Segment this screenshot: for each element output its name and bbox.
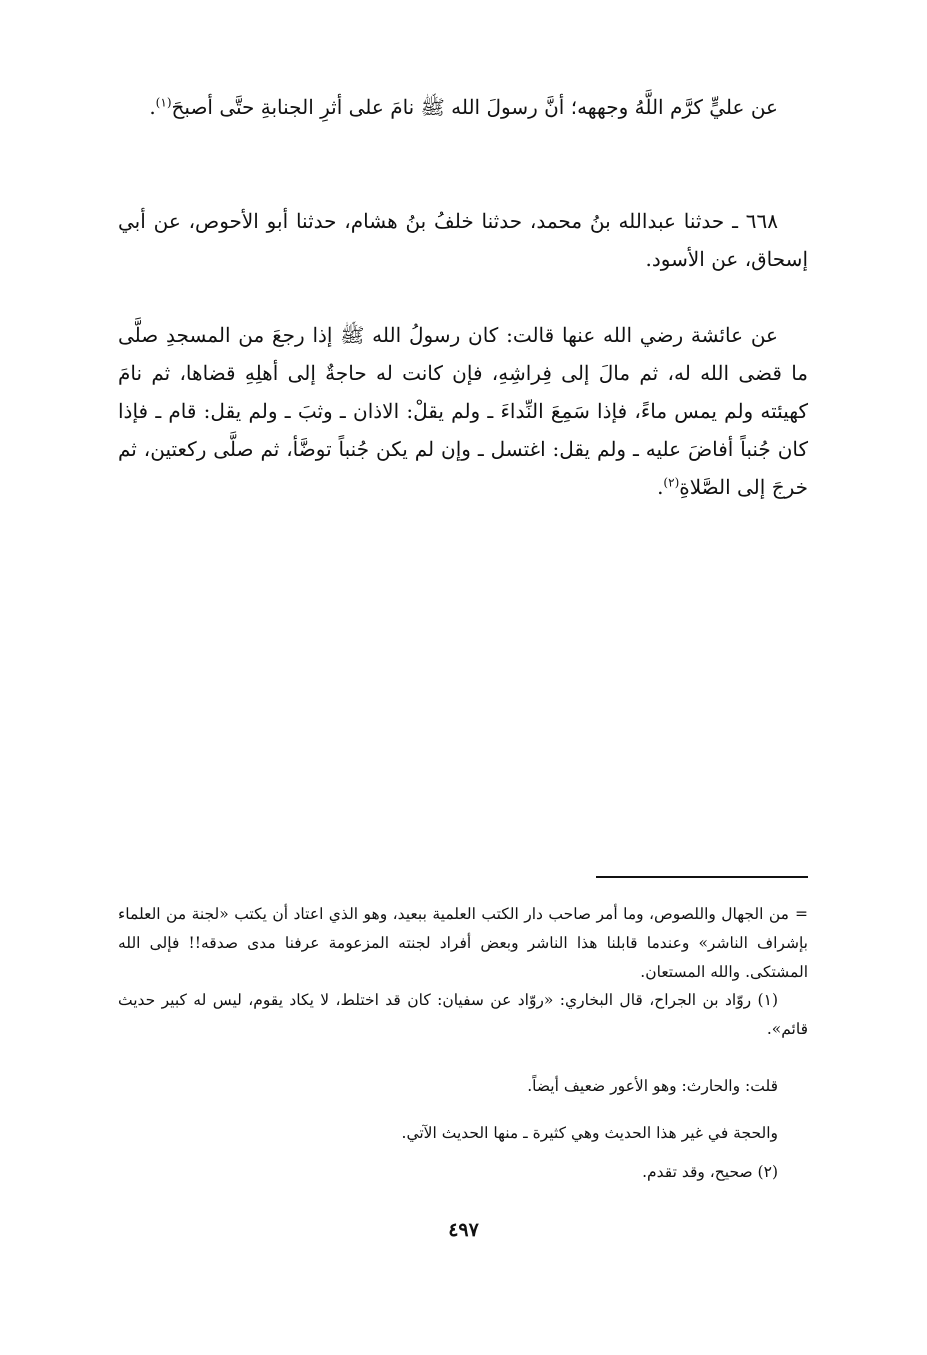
- footnote-2: (٢) صحيح، وقد تقدم.: [642, 1163, 778, 1181]
- paragraph-text: عن عليٍّ كرَّم اللَّهُ وجههه؛ أنَّ رسولَ الله ﷺ نامَ على أثرِ الجنابةِ حتَّى أصبحَ: [171, 95, 778, 119]
- page-number: ٤٩٧: [448, 1219, 479, 1241]
- footnote-continuation: [118, 900, 808, 987]
- footnote-ref-2: (٢): [663, 475, 680, 490]
- continuation-text: من الجهال واللصوص، وما أمر صاحب دار الكتب العلمية ببعيد، وهو الذي اعتاد أن يكتب «لجنة من العلماء بإشراف الناشر» وعندما قابلنا هذا الناشر وبعض أفراد لجنته المزعومة عرفنا مدى صدقه!! فإلى الله المشتكى. والله المستعان.: [118, 905, 808, 981]
- footnote-note-1: قلت: والحارث: وهو الأعور ضعيف أيضاً.: [527, 1077, 778, 1095]
- footnote-divider: [596, 876, 808, 878]
- hadith-paragraph-1: [118, 88, 808, 126]
- paragraph-end: .: [657, 475, 664, 499]
- continuation-mark: =: [795, 905, 808, 923]
- footnote-note-2: والحجة في غير هذا الحديث وهي كثيرة ـ منها الحديث الآتي.: [401, 1124, 778, 1142]
- footnote-ref-1: (١): [155, 95, 172, 110]
- hadith-paragraph-aisha: [118, 316, 808, 506]
- hadith-chain-668: ٦٦٨ ـ حدثنا عبدالله بنُ محمد، حدثنا خلفُ بنُ هشام، حدثنا أبو الأحوص، عن أبي إسحاق، عن الأسود.: [118, 209, 808, 271]
- paragraph-end: .: [149, 95, 156, 119]
- paragraph-text: عن عائشة رضي الله عنها قالت: كان رسولُ الله ﷺ إذا رجعَ من المسجدِ صلَّى ما قضى الله له، ثم مالَ إلى فِراشِهِ، فإن كانت له حاجةٌ إلى أهلِهِ قضاها، ثم نامَ كهيئته ولم يمس ماءً، فإذا سَمِعَ النِّداءَ ـ ولم يقلْ: الاذان ـ وثبَ ـ ولم يقل: قام ـ فإذا كان جُنباً أفاضَ عليه ـ ولم يقل: اغتسل ـ وإن لم يكن جُنباً توضَّأ، ثم صلَّى ركعتين، ثم خرجَ إلى الصَّلاةِ: [118, 323, 808, 499]
- footnote-1: (١) روّاد بن الجراح، قال البخاري: «روّاد عن سفيان: كان قد اختلط، لا يكاد يقوم، ليس له كبير حديث قائم».: [118, 991, 808, 1038]
